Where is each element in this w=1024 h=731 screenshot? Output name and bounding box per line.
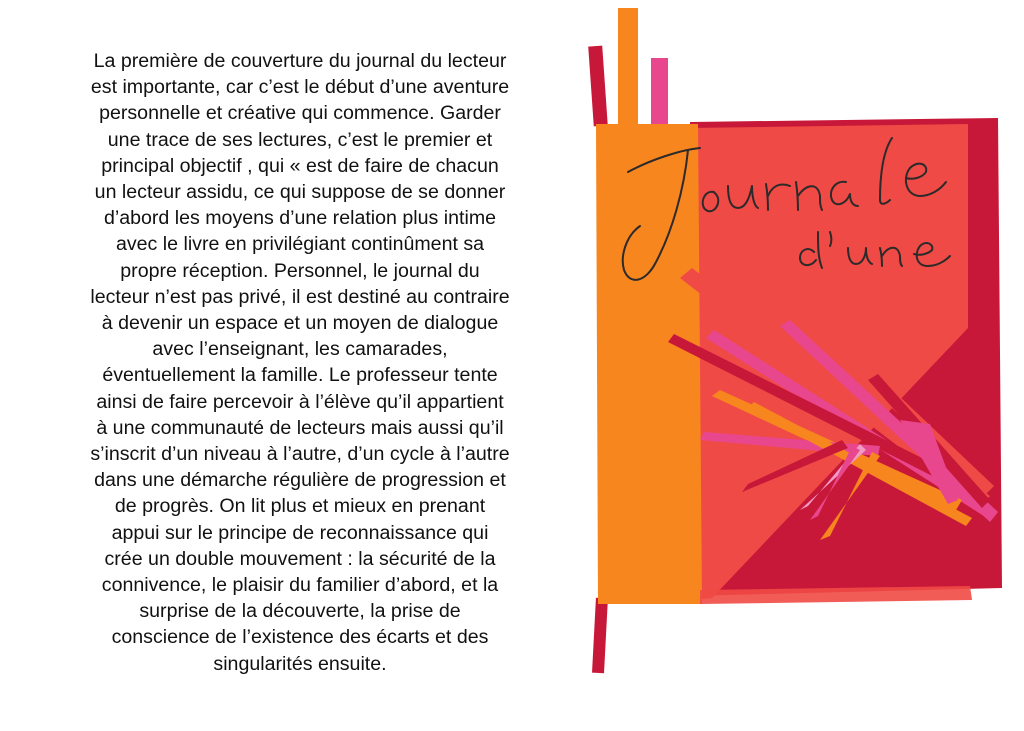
paragraph-line: personnelle et créative qui commence. Garder [99, 102, 501, 125]
paragraph-line: d’abord les moyens d’une relation plus intime [103, 207, 497, 230]
paragraph-line: avec l’enseignant, les camarades, [152, 338, 448, 361]
cover-orange-panel [596, 124, 702, 604]
paragraph-line: connivence, le plaisir du familier d’abord, et la [101, 574, 499, 597]
paragraph-line: à devenir un espace et un moyen de dialogue [101, 312, 499, 335]
paragraph-line: un lecteur assidu, ce qui suppose de se donner [94, 181, 506, 204]
paragraph-line: lecteur n’est pas privé, il est destiné au contraire [90, 285, 510, 308]
cover-strip [592, 598, 608, 674]
paragraph-line: s’inscrit d’un niveau à l’autre, d’un cycle à l’autre [90, 443, 510, 466]
paragraph-line: dans une démarche régulière de progression et [94, 469, 506, 492]
paragraph-line: est importante, car c’est le début d’une aventure [90, 76, 510, 99]
paragraph-line: crée un double mouvement : la sécurité de la [104, 547, 496, 570]
paragraph-line: à une communauté de lecteurs mais aussi qu’il [96, 416, 504, 439]
paragraph-line: appui sur le principe de reconnaissance qui [111, 521, 489, 544]
paragraph-line: principal objectif , qui « est de faire de chacun [101, 154, 499, 177]
cover-strip [588, 46, 608, 127]
paragraph-line: conscience de l’existence des écarts et des [111, 626, 489, 649]
paragraph-line: de progrès. On lit plus et mieux en prenant [114, 495, 486, 518]
journal-cover-image [585, 0, 1015, 731]
paragraph-line: une trace de ses lectures, c’est le premier et [107, 128, 493, 151]
paragraph-line: surprise de la découverte, la prise de [139, 600, 461, 623]
paragraph-line: propre réception. Personnel, le journal du [120, 259, 480, 282]
paragraph-line: singularités ensuite. [213, 652, 387, 675]
paragraph-line: ainsi de faire percevoir à l’élève qu’il appartient [96, 390, 504, 413]
paragraph-line: éventuellement la famille. Le professeur tente [102, 364, 498, 387]
body-paragraph [40, 48, 560, 677]
paragraph-line: avec le livre en privilégiant continûment sa [115, 233, 485, 256]
cover-strip [651, 58, 668, 128]
cover-strip [618, 8, 638, 128]
paragraph-line: La première de couverture du journal du lecteur [93, 50, 507, 72]
